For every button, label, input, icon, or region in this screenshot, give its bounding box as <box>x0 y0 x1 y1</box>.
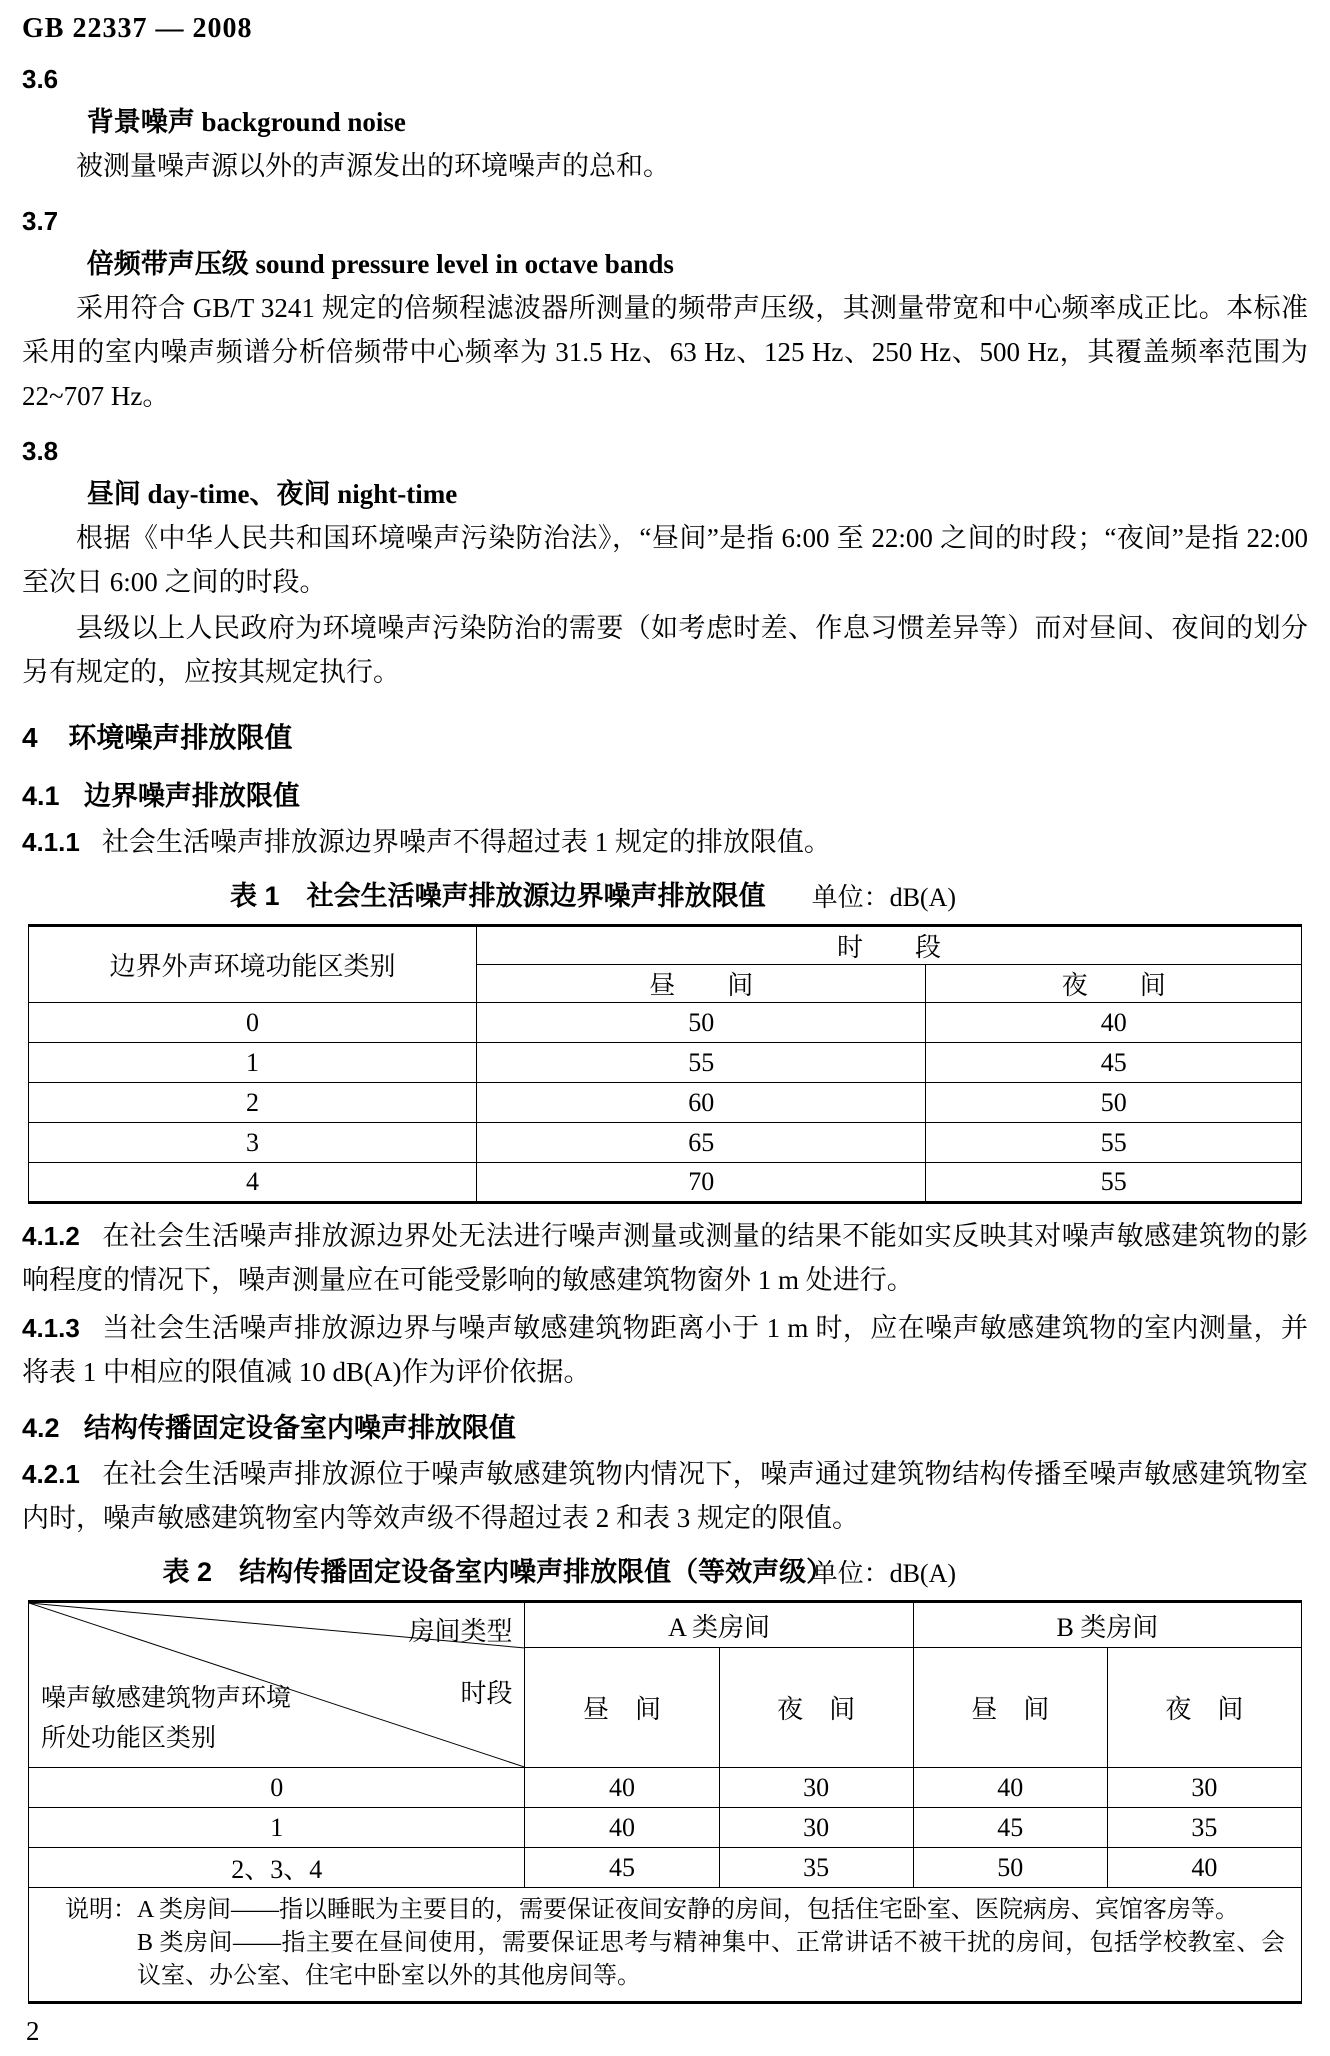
table-cell: 35 <box>719 1848 913 1888</box>
table-2 <box>28 1600 1302 2004</box>
paragraph: 采用符合 GB/T 3241 规定的倍频程滤波器所测量的频带声压级，其测量带宽和中心频率成正比。本标准采用的室内噪声频谱分析倍频带中心频率为 31.5 Hz、63 Hz、125 Hz、250 Hz、500 Hz，其覆盖频率范围为 22~707 Hz。 <box>22 293 1308 411</box>
clause-4-2-1 <box>22 1452 1308 1540</box>
diag-zone-line2: 所处功能区类别 <box>41 1725 217 1752</box>
table-1-header-period: 时 段 <box>477 926 1302 965</box>
table-row <box>29 1848 1302 1888</box>
clause-text: 在社会生活噪声排放源边界处无法进行噪声测量或测量的结果不能如实反映其对噪声敏感建筑物的影响程度的情况下，噪声测量应在可能受影响的敏感建筑物窗外 1 m 处进行。 <box>22 1221 1308 1295</box>
table-2-header-day: 昼 间 <box>525 1648 719 1768</box>
heading-number: 4 <box>22 722 38 753</box>
table-cell-zone: 3 <box>29 1123 477 1163</box>
table-cell-day: 55 <box>477 1043 926 1083</box>
note-text-a: A 类房间——指以睡眠为主要目的，需要保证夜间安静的房间，包括住宅卧室、医院病房、宾馆客房等。 <box>137 1897 1240 1923</box>
table-row <box>29 1808 1302 1848</box>
table-2-header-room-b: B 类房间 <box>913 1602 1301 1648</box>
clause-4-1-1 <box>22 820 1308 864</box>
table-cell-night: 40 <box>926 1003 1302 1043</box>
section-number-3-8: 3.8 <box>22 436 59 466</box>
heading-4-1 <box>22 776 1308 816</box>
table-cell-night: 55 <box>926 1163 1302 1203</box>
table-1-caption: 表 1 社会生活噪声排放源边界噪声排放限值 <box>230 881 766 911</box>
clause-4-1-2 <box>22 1214 1308 1302</box>
clause-4-1-3 <box>22 1306 1308 1394</box>
term-title-3-6: 背景噪声 background noise <box>86 107 406 137</box>
table-2-caption-row <box>22 1552 1308 1592</box>
table-2-caption: 表 2 结构传播固定设备室内噪声排放限值（等效声级） <box>162 1557 834 1587</box>
note-line-b <box>65 1927 1285 1993</box>
table-cell: 40 <box>525 1808 719 1848</box>
table-cell-day: 60 <box>477 1083 926 1123</box>
table-2-note <box>29 1888 1302 2003</box>
paragraph: 被测量噪声源以外的声源发出的环境噪声的总和。 <box>76 151 670 181</box>
note-text-b: B 类房间——指主要在昼间使用，需要保证思考与精神集中、正常讲话不被干扰的房间，包括学校教室、会议室、办公室、住宅中卧室以外的其他房间等。 <box>137 1930 1285 1989</box>
table-cell-night: 55 <box>926 1123 1302 1163</box>
heading-4 <box>22 716 1308 760</box>
table-cell: 40 <box>525 1768 719 1808</box>
heading-number: 4.1 <box>22 781 60 811</box>
table-cell-night: 50 <box>926 1083 1302 1123</box>
table-row <box>29 1163 1302 1203</box>
table-1 <box>28 924 1302 1204</box>
table-cell: 40 <box>913 1768 1107 1808</box>
table-row <box>29 926 1302 965</box>
table-2-header-night: 夜 间 <box>1107 1648 1301 1768</box>
heading-title: 边界噪声排放限值 <box>83 781 300 811</box>
table-cell-zone: 2 <box>29 1083 477 1123</box>
clause-number: 4.1.1 <box>22 827 80 857</box>
table-row <box>29 1043 1302 1083</box>
heading-number: 4.2 <box>22 1413 60 1443</box>
table-cell-night: 45 <box>926 1043 1302 1083</box>
section-number-3-6: 3.6 <box>22 64 59 94</box>
table-cell: 35 <box>1107 1808 1301 1848</box>
clause-text: 社会生活噪声排放源边界噪声不得超过表 1 规定的排放限值。 <box>101 827 831 857</box>
table-cell: 30 <box>719 1768 913 1808</box>
clause-text: 在社会生活噪声排放源位于噪声敏感建筑物内情况下，噪声通过建筑物结构传播至噪声敏感建筑物室内时，噪声敏感建筑物室内等效声级不得超过表 2 和表 3 规定的限值。 <box>22 1459 1308 1533</box>
table-2-diagonal-header <box>29 1602 525 1768</box>
section-number-3-7: 3.7 <box>22 206 59 236</box>
heading-title: 结构传播固定设备室内噪声排放限值 <box>83 1413 516 1443</box>
table-1-caption-row <box>22 876 1308 916</box>
paragraph: 根据《中华人民共和国环境噪声污染防治法》，“昼间”是指 6:00 至 22:00 之间的时段；“夜间”是指 22:00 至次日 6:00 之间的时段。 <box>22 523 1308 597</box>
note-line-a <box>65 1894 1285 1927</box>
table-cell-day: 50 <box>477 1003 926 1043</box>
table-cell-day: 65 <box>477 1123 926 1163</box>
table-cell: 30 <box>1107 1768 1301 1808</box>
table-cell-zone: 1 <box>29 1043 477 1083</box>
table-row <box>29 1602 1302 1648</box>
table-cell: 40 <box>1107 1848 1301 1888</box>
table-1-header-day: 昼 间 <box>477 965 926 1003</box>
table-2-unit: 单位：dB(A) <box>811 1559 956 1588</box>
table-cell-zone: 0 <box>29 1768 525 1808</box>
diag-label-zone <box>41 1679 291 1759</box>
diag-label-room-type: 房间类型 <box>408 1617 513 1646</box>
table-2-header-day: 昼 间 <box>913 1648 1107 1768</box>
standard-number: GB 22337 — 2008 <box>22 13 253 44</box>
table-cell-day: 70 <box>477 1163 926 1203</box>
table-1-header-category: 边界外声环境功能区类别 <box>29 926 477 1003</box>
table-2-header-night: 夜 间 <box>719 1648 913 1768</box>
table-cell-zone: 1 <box>29 1808 525 1848</box>
clause-number: 4.1.2 <box>22 1221 80 1251</box>
diag-label-period: 时段 <box>460 1679 513 1708</box>
heading-4-2 <box>22 1408 1308 1448</box>
table-cell-zone: 0 <box>29 1003 477 1043</box>
table-row <box>29 1003 1302 1043</box>
term-title-3-7: 倍频带声压级 sound pressure level in octave bands <box>86 249 674 279</box>
table-cell-zone: 4 <box>29 1163 477 1203</box>
table-cell: 30 <box>719 1808 913 1848</box>
table-cell: 45 <box>913 1808 1107 1848</box>
table-row <box>29 1083 1302 1123</box>
table-2-header-room-a: A 类房间 <box>525 1602 913 1648</box>
diag-zone-line1: 噪声敏感建筑物声环境 <box>41 1685 292 1712</box>
table-1-unit: 单位：dB(A) <box>811 883 956 912</box>
table-cell: 45 <box>525 1848 719 1888</box>
clause-text: 当社会生活噪声排放源边界与噪声敏感建筑物距离小于 1 m 时，应在噪声敏感建筑物的室内测量，并将表 1 中相应的限值减 10 dB(A)作为评价依据。 <box>22 1313 1308 1387</box>
table-cell-zone: 2、3、4 <box>29 1848 525 1888</box>
table-row <box>29 1123 1302 1163</box>
clause-number: 4.2.1 <box>22 1459 80 1489</box>
paragraph: 县级以上人民政府为环境噪声污染防治的需要（如考虑时差、作息习惯差异等）而对昼间、夜间的划分另有规定的，应按其规定执行。 <box>22 613 1308 687</box>
table-row <box>29 1768 1302 1808</box>
heading-title: 环境噪声排放限值 <box>68 722 293 753</box>
clause-number: 4.1.3 <box>22 1313 80 1343</box>
term-title-3-8: 昼间 day-time、夜间 night-time <box>86 479 458 509</box>
table-row <box>29 1888 1302 2003</box>
page-number: 2 <box>26 2016 40 2046</box>
note-label: 说明： <box>65 1897 137 1923</box>
table-1-header-night: 夜 间 <box>926 965 1302 1003</box>
table-cell: 50 <box>913 1848 1107 1888</box>
